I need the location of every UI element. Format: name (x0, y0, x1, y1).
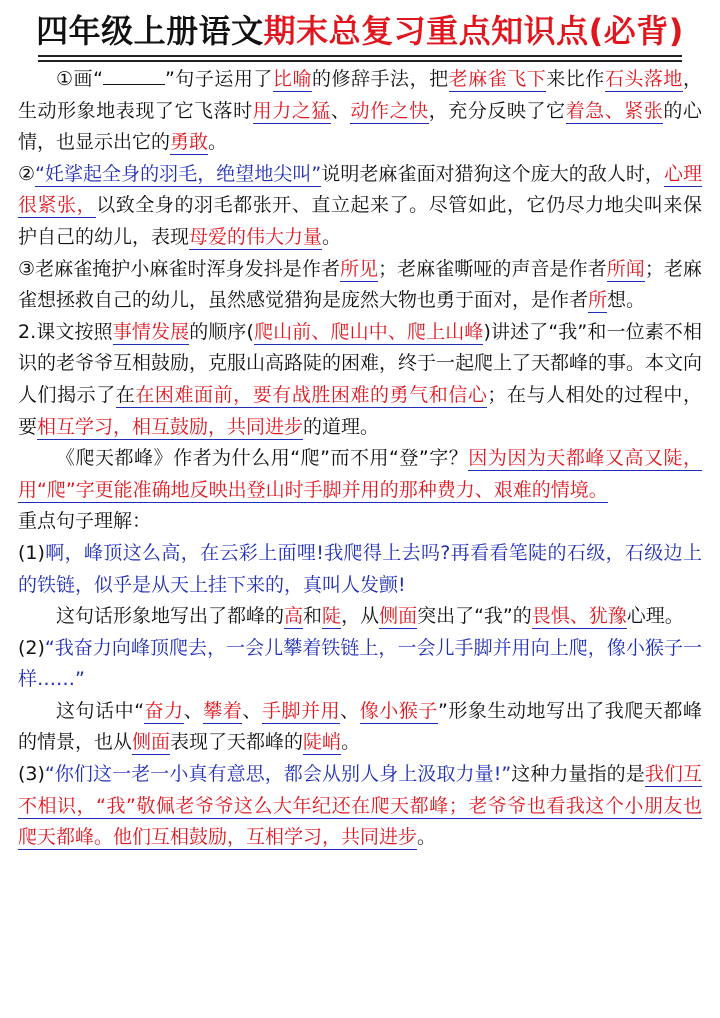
keyword: 所 (588, 289, 608, 312)
text: 的修辞手法，把 (311, 68, 449, 90)
title-part-red: 期末总复习重点知识点(必背) (263, 12, 684, 50)
paragraph-9 (18, 633, 702, 696)
keyword: 我们互不相识，“我”敬佩老爷爷这么大年纪还在爬天都峰；老爷爷也看我这个小朋友也爬天都峰。他们互相鼓励，互相学习，共同进步 (18, 763, 702, 849)
keyword: 老麻雀飞下 (448, 68, 547, 90)
keyword: 像小猴子 (359, 699, 438, 722)
keyword: 侧面 (132, 731, 171, 754)
keyword: 畏惧、犹豫 (531, 605, 627, 628)
text: 、 (183, 699, 204, 722)
item-number: (1) (18, 541, 45, 564)
text-underlined: 在 (115, 383, 136, 406)
question: 《爬天都峰》作者为什么用“爬”而不用“登”字？ (56, 447, 469, 470)
paragraph-7 (18, 538, 702, 601)
text: ，生动形象地表现了它飞落时 (18, 68, 702, 122)
keyword: 用力之猛 (252, 99, 331, 122)
keyword: 心理很紧张， (18, 162, 702, 217)
text: 、 (330, 99, 351, 122)
keyword: 所闻 (606, 257, 645, 280)
text: ；老麻雀想拯救自己的幼儿，虽然感觉猎狗是庞然大物也勇于面对，是作者 (18, 257, 702, 312)
fill-in-blank (103, 68, 165, 85)
keyword: 动作之快 (350, 99, 429, 122)
text: 。 (322, 225, 342, 248)
item-number: (2) (18, 636, 45, 659)
keyword: 陡峭 (303, 731, 342, 754)
text: 的顺序( (189, 320, 254, 343)
keyword: 爬山前、爬山中、爬上山峰 (253, 320, 484, 343)
title-underline (38, 55, 682, 57)
page-title (18, 8, 702, 54)
text: ；在与人相处的过程中，要 (18, 383, 702, 438)
text: 的心情，也显示出它的 (18, 99, 702, 154)
paragraph-1 (18, 64, 702, 159)
text: 说明老麻雀面对猎狗这个庞大的敌人时， (321, 162, 664, 185)
text: 、 (242, 699, 262, 722)
title-part-black: 四年级上册语文 (36, 12, 264, 50)
text: 想。 (607, 289, 646, 312)
paragraph-5 (18, 443, 702, 506)
keyword: 母爱的伟大力量 (189, 225, 323, 248)
text: ；老麻雀嘶哑的声音是作者 (378, 257, 607, 280)
keyword: 事情发展 (112, 320, 190, 343)
paragraph-10 (18, 696, 702, 759)
text: 2.课文按照 (18, 320, 113, 343)
quote: “奼挲起全身的羽毛，绝望地尖叫” (35, 162, 322, 185)
quote: “你们这一老一小真有意思，都会从别人身上汲取力量!” (44, 763, 512, 786)
keyword: 奋力 (144, 699, 184, 722)
paragraph-11 (18, 759, 702, 854)
text: ”形象生动地写出了我爬天都峰的情景，也从 (18, 699, 702, 754)
text: 。 (417, 826, 437, 849)
text: 这句话形象地写出了都峰的 (56, 605, 285, 628)
text: 这种力量指的是 (511, 763, 645, 786)
text: ，充分反映了它 (428, 99, 566, 122)
keyword: 着急、紧张 (565, 99, 664, 122)
paragraph-8 (18, 601, 702, 633)
text: ”句子运用了 (164, 68, 273, 90)
text: 。 (341, 731, 361, 754)
text: ，从 (341, 605, 380, 628)
text: 和 (303, 605, 323, 628)
keyword: 石头落地 (604, 68, 683, 90)
keyword: 侧面 (379, 605, 418, 628)
text: 以致全身的羽毛都张开、直立起来了。尽管如此，它仍尽力地尖叫来保护自己的幼儿，表现 (18, 194, 702, 248)
keyword: 在困难面前，要有战胜困难的勇气和信心 (135, 383, 488, 406)
item-number: (3) (18, 763, 45, 786)
keyword: 所见 (339, 257, 379, 280)
text: 来比作 (546, 68, 605, 90)
text: ② (18, 162, 36, 185)
text: 。 (208, 131, 228, 154)
text: 心理。 (626, 605, 684, 628)
text: )讲述了“我”和一位素不相识的老爷爷互相鼓励，克服山高路陡的困难，终于一起爬上了天都峰的事。本文向人们揭示了 (18, 320, 703, 406)
title-underline-second (38, 60, 682, 62)
keyword: 比喻 (272, 68, 312, 90)
paragraph-4 (18, 317, 702, 443)
text: 表现了天都峰的 (170, 731, 304, 754)
keyword: 陡 (322, 605, 342, 628)
keyword: 相互学习，相互鼓励，共同进步 (37, 415, 304, 438)
paragraph-3 (18, 254, 702, 317)
keyword: 勇敢 (170, 131, 209, 154)
text: 的道理。 (303, 415, 380, 438)
keyword: 高 (284, 605, 304, 628)
text: 、 (340, 699, 360, 722)
paragraph-2 (18, 159, 702, 254)
text: 这句话中“ (56, 699, 145, 722)
document-body (18, 64, 702, 854)
text: 突出了“我”的 (417, 605, 532, 628)
quote: 啊，峰顶这么高，在云彩上面哩!我爬得上去吗?再看看笔陡的石级，石级边上的铁链，似乎是从天上挂下来的，真叫人发颤! (18, 541, 702, 596)
keyword: 攀着 (203, 699, 243, 722)
section-heading (18, 506, 702, 538)
text: ①画“ (56, 68, 103, 90)
quote: “我奋力向峰顶爬去，一会儿攀着铁链上，一会儿手脚并用向上爬，像小猴子一样……” (18, 636, 702, 691)
keyword: 手脚并用 (261, 699, 341, 722)
heading-text: 重点句子理解： (18, 510, 152, 533)
text: ③老麻雀掩护小麻雀时浑身发抖是作者 (18, 257, 340, 280)
answer: 因为因为天都峰又高又陡，用“爬”字更能准确地反映出登山时手脚并用的那种费力、艰难的情境。 (18, 447, 702, 501)
